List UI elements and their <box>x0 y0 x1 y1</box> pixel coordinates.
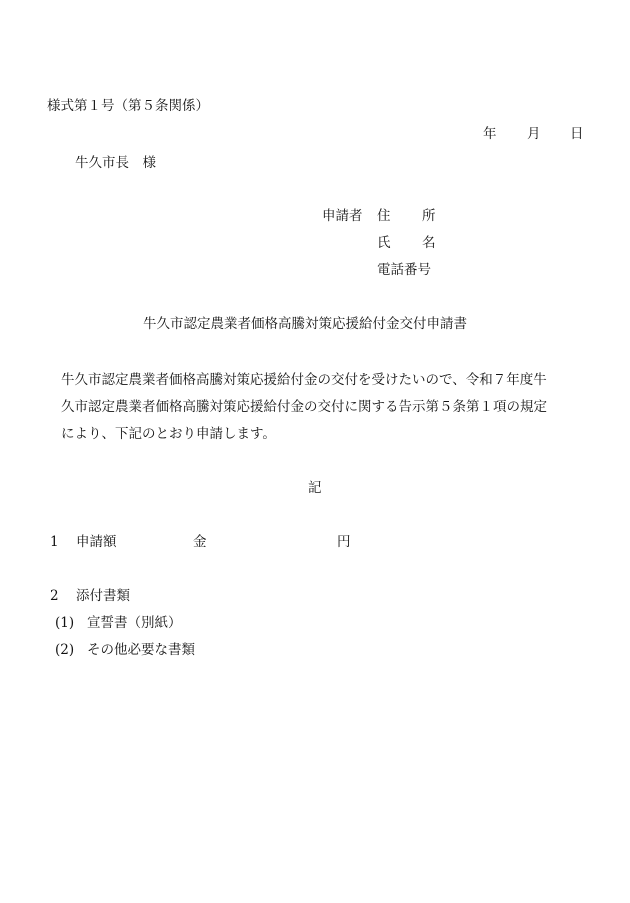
date-month: 月 <box>527 126 541 142</box>
item1-kin: 金 <box>193 534 207 550</box>
body-line-2: 久市認定農業者価格高騰対策応援給付金の交付に関する告示第５条第１項の規定 <box>61 399 547 415</box>
item1-number: 1 <box>50 534 59 550</box>
item1-yen: 円 <box>337 534 351 550</box>
phone-label: 電話番号 <box>377 262 431 278</box>
addressee: 牛久市長 様 <box>75 155 156 171</box>
form-label: 様式第１号（第５条関係） <box>47 98 209 114</box>
ki-heading: 記 <box>308 480 322 496</box>
body-line-3: により、下記のとおり申請します。 <box>61 426 276 442</box>
body-line-1: 牛久市認定農業者価格高騰対策応援給付金の交付を受けたいので、令和７年度牛 <box>61 372 547 388</box>
applicant-label: 申請者 <box>322 208 363 224</box>
name-char-1: 氏 <box>377 235 391 251</box>
item2-number: 2 <box>50 588 59 604</box>
item2-sub2-text: その他必要な書類 <box>87 642 195 658</box>
date-line <box>483 128 497 142</box>
item2-sub1-text: 宣誓書（別紙） <box>87 615 182 631</box>
item2-label: 添付書類 <box>76 588 130 604</box>
address-char-2: 所 <box>422 208 436 224</box>
date-day: 日 <box>570 126 584 142</box>
item2-sub1-number: (1) <box>55 615 75 631</box>
name-char-2: 名 <box>422 235 436 251</box>
document-title: 牛久市認定農業者価格高騰対策応援給付金交付申請書 <box>143 316 467 332</box>
item1-label: 申請額 <box>76 534 117 550</box>
item2-sub2-number: (2) <box>55 642 75 658</box>
date-year: 年 <box>483 126 497 142</box>
address-char-1: 住 <box>377 208 391 224</box>
